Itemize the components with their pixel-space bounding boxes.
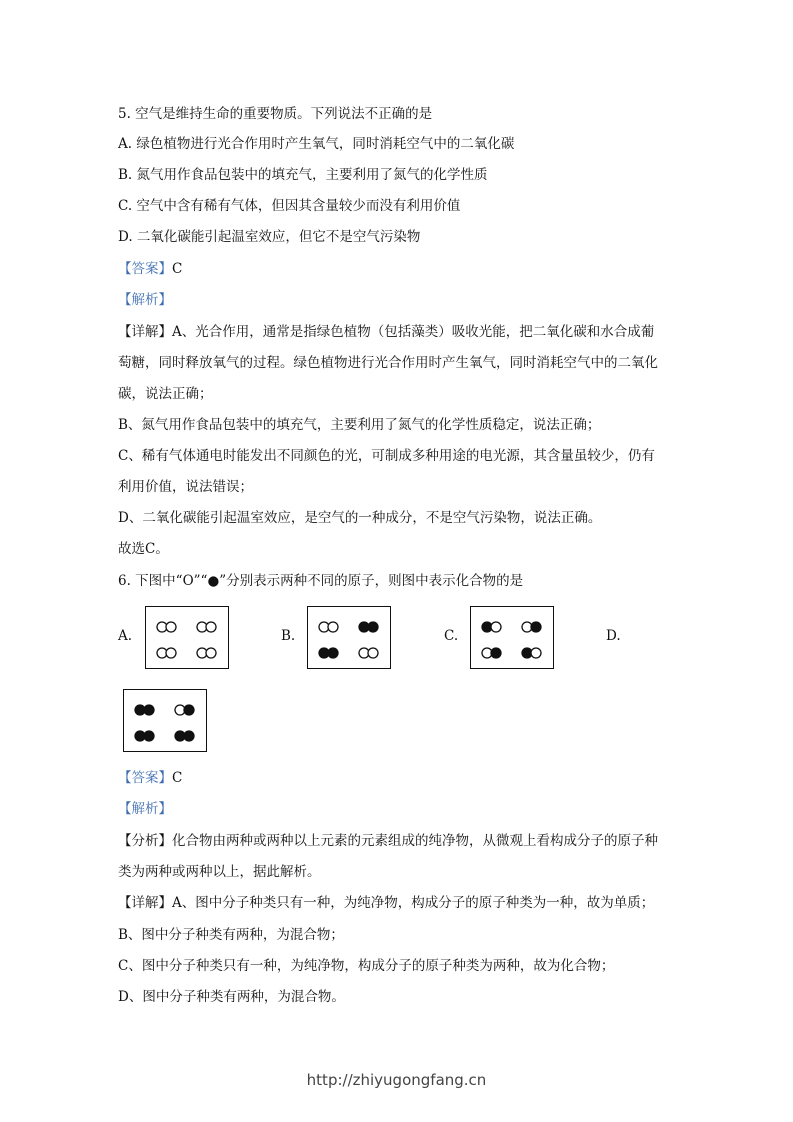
analysis-tag: 【解析】 xyxy=(118,801,172,817)
answer-tag: 【答案】 xyxy=(118,770,172,786)
q5-option-a: A. 绿色植物进行光合作用时产生氧气，同时消耗空气中的二氧化碳 xyxy=(118,136,515,152)
q5-stem: 5. 空气是维持生命的重要物质。下列说法不正确的是 xyxy=(118,106,433,122)
q5-analysis xyxy=(118,290,172,310)
q5-option-d: D. 二氧化碳能引起温室效应，但它不是空气污染物 xyxy=(118,229,421,245)
q5-detail-2: 碳，说法正确； xyxy=(118,386,213,402)
detail-text: A、光合作用，通常是指绿色植物（包括藻类）吸收光能，把二氧化碳和水合成葡 xyxy=(172,324,655,340)
q6-option-d-label: D. xyxy=(606,628,621,644)
q5-detail-0 xyxy=(118,322,654,342)
q6-stem: 6. 下图中“O”“●”分别表示两种不同的原子，则图中表示化合物的是 xyxy=(118,573,524,589)
q6-detail-2: C、图中分子种类只有一种，为纯净物，构成分子的原子种类为两种，故为化合物； xyxy=(118,958,615,974)
q6-diagram-b xyxy=(307,606,391,669)
q6-detail-0 xyxy=(118,893,654,913)
q5-detail-3: B、氮气用作食品包装中的填充气，主要利用了氮气的化学性质稳定，说法正确； xyxy=(118,417,601,433)
answer-tag: 【答案】 xyxy=(118,261,172,277)
footer-url: http://zhiyugongfang.cn xyxy=(306,1071,487,1089)
q5-answer xyxy=(118,259,182,279)
q6-option-c-label: C. xyxy=(444,628,459,644)
answer-value: C xyxy=(172,261,183,277)
q6-answer xyxy=(118,768,182,788)
q5-detail-4: C、稀有气体通电时能发出不同颜色的光，可制成多种用途的电光源，其含量虽较少，仍有 xyxy=(118,448,655,464)
q6-detail-3: D、图中分子种类有两种，为混合物。 xyxy=(118,989,345,1005)
fenxi-text: 化合物由两种或两种以上元素的元素组成的纯净物，从微观上看构成分子的原子种 xyxy=(172,833,658,849)
fenxi-tag: 【分析】 xyxy=(118,833,172,849)
detail-tag: 【详解】 xyxy=(118,324,172,340)
answer-value: C xyxy=(172,770,183,786)
q6-analysis xyxy=(118,799,172,819)
q6-fenxi-1: 类为两种或两种以上，据此解析。 xyxy=(118,864,321,880)
q5-conclusion: 故选C。 xyxy=(118,541,169,557)
q6-option-a-label: A. xyxy=(118,628,133,644)
q6-diagram-a xyxy=(145,606,229,669)
q6-detail-1: B、图中分子种类有两种，为混合物； xyxy=(118,927,344,943)
q6-option-b-label: B. xyxy=(281,628,296,644)
analysis-tag: 【解析】 xyxy=(118,292,172,308)
q6-diagram-d xyxy=(123,689,207,752)
q5-option-b: B. 氮气用作食品包装中的填充气，主要利用了氮气的化学性质 xyxy=(118,167,488,183)
q5-detail-6: D、二氧化碳能引起温室效应，是空气的一种成分，不是空气污染物，说法正确。 xyxy=(118,510,602,526)
q6-fenxi-0 xyxy=(118,831,658,851)
q5-option-c: C. 空气中含有稀有气体，但因其含量较少而没有利用价值 xyxy=(118,198,461,214)
q5-detail-5: 利用价值，说法错误； xyxy=(118,479,253,495)
q6-diagram-c xyxy=(470,606,554,669)
detail-text: A、图中分子种类只有一种，为纯净物，构成分子的原子种类为一种，故为单质； xyxy=(172,895,655,911)
detail-tag: 【详解】 xyxy=(118,895,172,911)
q5-detail-1: 萄糖，同时释放氧气的过程。绿色植物进行光合作用时产生氧气，同时消耗空气中的二氧化 xyxy=(118,355,658,371)
